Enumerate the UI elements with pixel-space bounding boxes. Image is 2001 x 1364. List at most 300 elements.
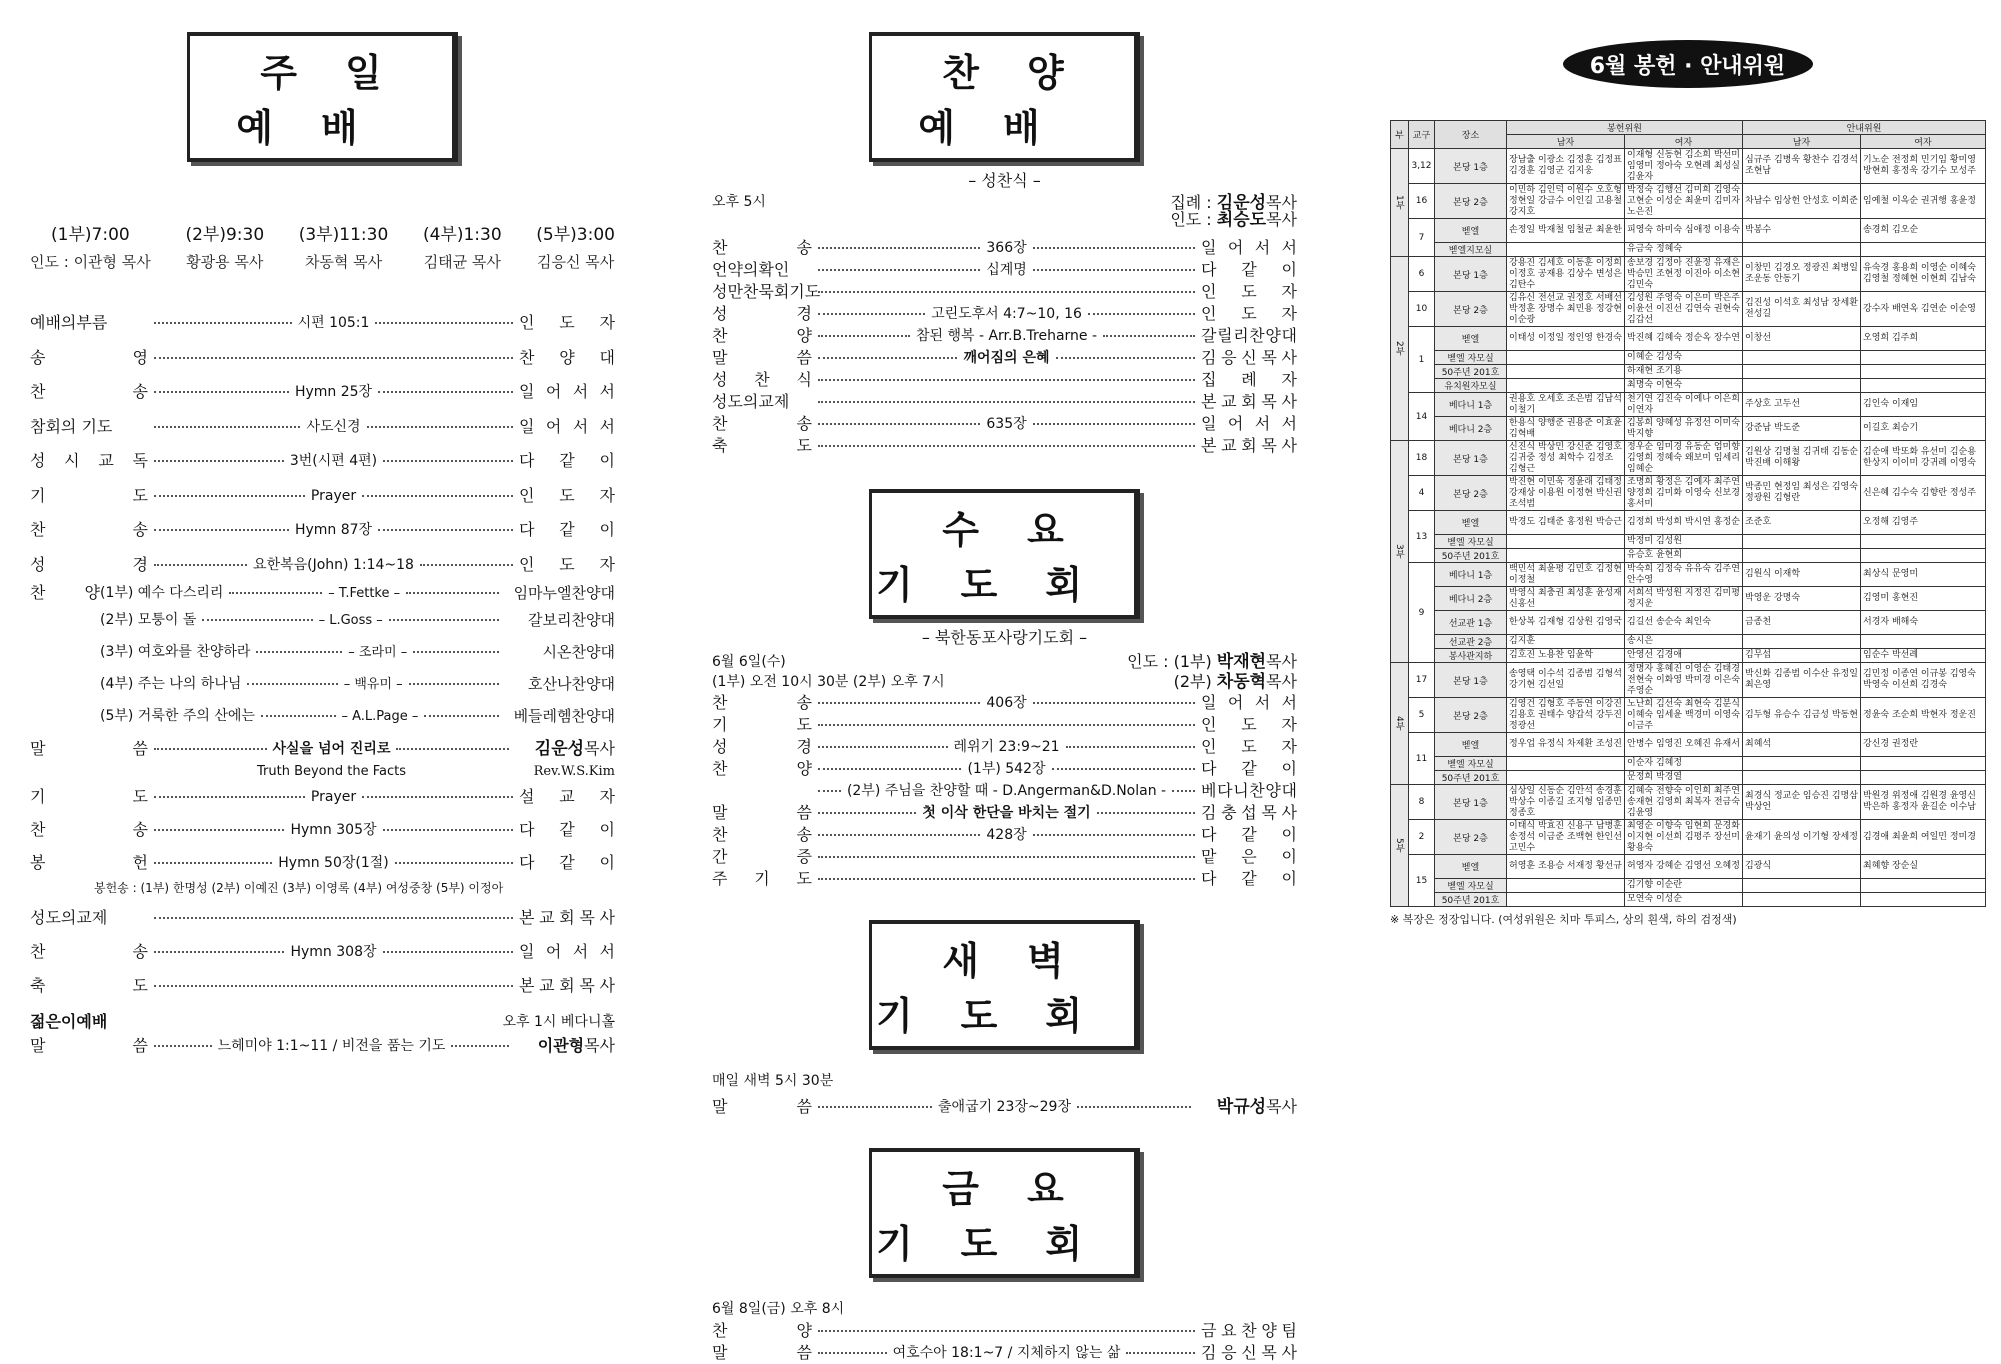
leader-role: 인도 : <box>1170 210 1217 229</box>
order-row <box>30 375 615 410</box>
dot-leader <box>247 683 337 685</box>
dot-leader <box>154 796 305 798</box>
roster-place: 벧엘 자모실 <box>1435 535 1507 549</box>
header-bongheon: 봉헌위원 <box>1507 121 1743 135</box>
anthem-choir: 시온찬양대 <box>542 642 615 661</box>
roster-bm: 정우업 유정식 차제환 조성진 <box>1507 733 1625 757</box>
roster-bf: 김기향 이순란 <box>1625 879 1743 893</box>
roster-gyogu: 1 <box>1409 327 1435 393</box>
roster-row <box>1391 417 1986 441</box>
order-row <box>712 259 1297 281</box>
order-person: 다 같 이 <box>519 451 615 471</box>
roster-am <box>1743 351 1861 365</box>
order-person: 인 도 자 <box>1201 304 1297 323</box>
roster-place: 베다니 2층 <box>1435 417 1507 441</box>
anthem-choir: 임마누엘찬양대 <box>513 583 615 602</box>
order-middle <box>812 417 1201 431</box>
roster-bm: 한상복 김재형 김상원 김영국 <box>1507 611 1625 635</box>
roster-place: 베다니 1층 <box>1435 393 1507 417</box>
dot-leader <box>818 445 1195 447</box>
wednesday-title: 수요기도회 <box>869 489 1140 619</box>
roster-bm: 백민석 최윤평 김민호 김정현 이정철 <box>1507 563 1625 587</box>
leader-role: 집례 : <box>1170 193 1217 212</box>
roster-am <box>1743 365 1861 379</box>
order-row <box>30 901 615 935</box>
order-label: 말 씀 <box>712 1343 812 1362</box>
order-label: 성도의교제 <box>712 392 790 411</box>
leader-name: 박재현 <box>1216 651 1267 672</box>
order-label: 예배의부름 <box>30 313 108 333</box>
dawn-time: 매일 새벽 5시 30분 <box>712 1073 834 1089</box>
roster-bf: 최명숙 이현숙 <box>1625 379 1743 393</box>
order-row <box>30 444 615 479</box>
youth-preacher <box>515 1038 615 1054</box>
roster-bm: 김호진 노용찬 임윤학 <box>1507 649 1625 663</box>
order-row <box>30 813 615 846</box>
service-preacher: 김태균 목사 <box>423 253 501 271</box>
leader-name: 차동혁 <box>1216 671 1267 692</box>
order-item: Hymn 50장(1절) <box>278 854 389 871</box>
roster-am <box>1743 893 1861 907</box>
roster-am: 박종민 현정임 최성은 김영숙 정광원 김형란 <box>1743 476 1861 511</box>
order-person: 일 어 서 서 <box>1201 238 1297 257</box>
order-row <box>712 758 1297 780</box>
anthem-row <box>30 582 615 604</box>
order-person: 금 요 찬 양 팀 <box>1201 1321 1297 1340</box>
anthem-title: (4부) 주는 나의 하나님 <box>100 676 242 692</box>
dot-leader <box>818 746 948 748</box>
roster-row <box>1391 757 1986 771</box>
roster-row <box>1391 879 1986 893</box>
roster-am <box>1743 757 1861 771</box>
leader-line <box>1173 671 1297 692</box>
roster-gyogu: 4 <box>1409 476 1435 511</box>
order-label: 기 도 <box>30 485 148 505</box>
order-label: 축 도 <box>712 436 812 455</box>
roster-af: 유숙경 홍용희 이영순 이혜숙 김영철 정혜현 이현희 김남숙 <box>1861 257 1986 292</box>
order-row <box>712 692 1297 714</box>
roster-bf: 하재현 조기용 <box>1625 365 1743 379</box>
roster-af: 김인숙 이재임 <box>1861 393 1986 417</box>
service-time-4 <box>423 220 502 272</box>
order-row <box>712 347 1297 369</box>
order-person: 김 충 섭 목 사 <box>1201 803 1297 822</box>
roster-place: 벧엘 자모실 <box>1435 351 1507 365</box>
roster-bf: 피영숙 하미숙 심애정 이용숙 <box>1625 219 1743 243</box>
roster-af: 오정해 김영주 <box>1861 511 1986 535</box>
order-item: 406장 <box>986 695 1027 711</box>
roster-gyogu: 15 <box>1409 855 1435 907</box>
friday-order <box>712 1298 1297 1364</box>
order-label: 찬 양 <box>712 326 812 345</box>
roster-am: 김원상 김명철 김귀태 김동순 박진배 이해왕 <box>1743 441 1861 476</box>
order-label: 찬 송 <box>712 414 812 433</box>
roster-bf: 서희석 박성원 지정진 김미평 정지운 <box>1625 587 1743 611</box>
order-label: 송 영 <box>30 347 148 367</box>
order-middle <box>148 558 519 572</box>
roster-row <box>1391 785 1986 820</box>
roster-am: 김진성 이석호 최성남 장세환 전성길 <box>1743 292 1861 327</box>
dot-leader <box>396 748 509 750</box>
anthem-composer: – A.L.Page – <box>341 708 419 724</box>
roster-am <box>1743 771 1861 785</box>
roster-row <box>1391 649 1986 663</box>
roster-bu: 3부 <box>1391 441 1409 663</box>
roster-row <box>1391 379 1986 393</box>
roster-row <box>1391 549 1986 563</box>
roster-place: 벧엘지모실 <box>1435 243 1507 257</box>
dot-leader <box>818 1330 1195 1332</box>
leader-name: 김운성 <box>1216 193 1267 213</box>
roster-af <box>1861 379 1986 393</box>
roster-bm: 허영훈 조용승 서재정 황선규 <box>1507 855 1625 879</box>
order-label: 찬 송 <box>30 520 148 540</box>
roster-place: 벧엘 자모실 <box>1435 757 1507 771</box>
roster-am: 금종천 <box>1743 611 1861 635</box>
leader-suffix: 목사 <box>1266 671 1297 691</box>
dot-leader <box>420 564 513 566</box>
order-person: 일 어 서 서 <box>1201 693 1297 712</box>
order-middle <box>812 1346 1201 1360</box>
service-times <box>30 220 615 272</box>
dawn-row <box>712 1096 1297 1118</box>
order-middle <box>812 379 1201 381</box>
wed-date: 6월 6일(수) <box>712 654 786 670</box>
order-middle <box>148 357 519 359</box>
roster-bf: 김정희 박성희 박시연 홍정순 <box>1625 511 1743 535</box>
dot-leader <box>378 529 513 531</box>
dot-leader <box>362 495 513 497</box>
anthem-title: (5부) 거룩한 주의 산에는 <box>100 708 255 724</box>
roster-am: 강준남 박도준 <box>1743 417 1861 441</box>
order-label: 찬 송 <box>30 819 148 839</box>
roster-row <box>1391 733 1986 757</box>
service-preacher: 차동혁 목사 <box>304 253 383 271</box>
order-row <box>712 846 1297 868</box>
order-item: 십계명 <box>986 262 1027 278</box>
roster-af <box>1861 535 1986 549</box>
order-middle <box>148 385 519 399</box>
roster-af <box>1861 893 1986 907</box>
roster-row <box>1391 149 1986 184</box>
dot-leader <box>154 829 284 831</box>
roster-af: 김영미 홍현진 <box>1861 587 1986 611</box>
order-person: 다 같 이 <box>1201 260 1297 279</box>
order-label: 말 씀 <box>712 1097 812 1116</box>
anthem-composer: – T.Fettke – <box>328 585 401 601</box>
order-row <box>30 780 615 813</box>
dot-leader <box>1097 812 1195 814</box>
roster-row <box>1391 184 1986 219</box>
roster-af <box>1861 351 1986 365</box>
roster-bm: 이태식 박효진 신용구 남병훈 송정석 이금준 조백현 한인선 고민수 <box>1507 820 1625 855</box>
roster-bf: 정우순 임미경 유동순 엄미향 김영희 정혜숙 왜보미 임세리 임혜순 <box>1625 441 1743 476</box>
roster-af: 기노순 전정희 민기임 황미영 방현희 홍정욱 강기수 모성주 <box>1861 149 1986 184</box>
dot-leader <box>1088 313 1195 315</box>
roster-title: 6월 봉헌 · 안내위원 <box>1563 40 1813 88</box>
offering-note: 봉헌송 : (1부) 한명성 (2부) 이예진 (3부) 이영록 (4부) 여성중창 (5부) 이정아 <box>94 881 504 895</box>
order-middle <box>100 586 505 600</box>
roster-af <box>1861 549 1986 563</box>
order-middle <box>148 420 519 434</box>
order-label: 참회의 기도 <box>30 416 113 436</box>
praise-leaders <box>1170 195 1297 229</box>
roster-am: 박봉수 <box>1743 219 1861 243</box>
roster-place: 벧엘 <box>1435 219 1507 243</box>
order-label: 봉 헌 <box>30 852 148 872</box>
roster-place: 본당 1층 <box>1435 663 1507 698</box>
roster-place: 50주년 201호 <box>1435 771 1507 785</box>
order-label: 언약의확인 <box>712 260 790 279</box>
sermon-title: 사실을 넘어 진리로 <box>272 741 391 757</box>
order-row <box>712 736 1297 758</box>
roster-gyogu: 7 <box>1409 219 1435 257</box>
order-item: 시편 105:1 <box>297 315 370 332</box>
dot-leader <box>154 426 300 428</box>
order-middle <box>812 856 1201 858</box>
order-person: 다 같 이 <box>1201 759 1297 778</box>
roster-bu: 2부 <box>1391 257 1409 441</box>
anthem-row <box>30 700 615 732</box>
roster-am: 김광식 <box>1743 855 1861 879</box>
leader-role: (2부) <box>1173 671 1217 691</box>
order-person: 본 교 회 목 사 <box>519 908 615 927</box>
roster-bm: 심상일 신동순 김안석 송경훈 박상수 이종길 조지형 임종민 정종호 <box>1507 785 1625 820</box>
order-person: 설 교 자 <box>519 786 615 806</box>
order-item: 참된 행복 - Arr.B.Treharne - <box>915 328 1098 344</box>
roster-bf: 정명자 홍혜진 이영순 김태경 전현숙 이화영 박미경 이은숙 주영순 <box>1625 663 1743 698</box>
roster-bf: 박숙희 김정숙 유유숙 김주연 안수영 <box>1625 563 1743 587</box>
roster-af: 최혜향 장순실 <box>1861 855 1986 879</box>
header-bu: 부 <box>1391 121 1409 149</box>
header-gyogu: 교구 <box>1409 121 1435 149</box>
order-row <box>712 237 1297 259</box>
order-person: 김 응 신 목 사 <box>1201 348 1297 367</box>
roster-bu: 4부 <box>1391 663 1409 785</box>
dot-leader <box>383 829 513 831</box>
dot-leader <box>1066 746 1196 748</box>
youth-sermon-row <box>30 1035 615 1057</box>
order-label: 말 씀 <box>30 1036 148 1055</box>
order-person: 인 도 자 <box>1201 282 1297 301</box>
order-item: 3번(시편 4편) <box>289 453 378 470</box>
order-middle <box>812 784 1201 798</box>
roster-place: 50주년 201호 <box>1435 365 1507 379</box>
order-middle <box>812 263 1201 277</box>
roster-bm <box>1507 879 1625 893</box>
roster-row <box>1391 511 1986 535</box>
sunday-title: 주일예배 <box>187 32 458 162</box>
order-item: 428장 <box>986 827 1027 843</box>
roster-am <box>1743 535 1861 549</box>
roster-bm: 손정일 박재철 임철균 최윤한 <box>1507 219 1625 243</box>
roster-am <box>1743 549 1861 563</box>
youth-time: 오후 1시 베다니홀 <box>502 1014 615 1030</box>
roster-bm: 김유신 전선교 권정호 서배선 박정훈 장명수 최민용 정강현 이순광 <box>1507 292 1625 327</box>
anthem-composer: – 조라미 – <box>348 644 408 660</box>
order-label: 찬 송 <box>712 825 812 844</box>
order-middle <box>148 523 519 537</box>
roster-af: 오영희 김주희 <box>1861 327 1986 351</box>
roster-row <box>1391 351 1986 365</box>
order-row <box>712 391 1297 413</box>
order-row <box>712 714 1297 736</box>
order-row <box>712 780 1297 802</box>
roster-bf: 안영선 김경애 <box>1625 649 1743 663</box>
roster-bf: 송보경 김정아 진윤정 유재은 박승민 조현정 이진아 이소현 김민숙 <box>1625 257 1743 292</box>
roster-place: 본당 2층 <box>1435 184 1507 219</box>
roster-bf: 박정미 김성원 <box>1625 535 1743 549</box>
roster-place: 유치원자모실 <box>1435 379 1507 393</box>
roster-place: 본당 1층 <box>1435 785 1507 820</box>
order-row <box>30 513 615 548</box>
dawn-preacher <box>1197 1096 1297 1117</box>
roster-row <box>1391 563 1986 587</box>
order-item: 요한복음(John) 1:14~18 <box>253 556 414 573</box>
order-item: 깨어짐의 은혜 <box>963 350 1050 366</box>
roster-gyogu: 18 <box>1409 441 1435 476</box>
order-row <box>712 824 1297 846</box>
sunday-worship-column <box>30 0 615 1057</box>
roster-row <box>1391 535 1986 549</box>
roster-af <box>1861 635 1986 649</box>
header-female: 여자 <box>1625 135 1743 149</box>
dot-leader <box>424 715 499 717</box>
dot-leader <box>229 592 322 594</box>
roster-bm: 권용호 오세호 조은범 김남석 이철기 <box>1507 393 1625 417</box>
roster-gyogu: 2 <box>1409 820 1435 855</box>
roster-bm: 강용진 김세호 이동훈 이정희 이정호 공재용 김상수 변성은 김탄수 <box>1507 257 1625 292</box>
order-label: 기 도 <box>30 786 148 806</box>
dot-leader <box>818 702 980 704</box>
roster-bf: 조명희 황정은 김예자 최주연 양정희 김미화 이영숙 신보경 홍서미 <box>1625 476 1743 511</box>
dot-leader <box>256 651 342 653</box>
order-middle <box>812 445 1201 447</box>
order-middle <box>148 790 519 804</box>
order-middle <box>812 724 1201 726</box>
order-person: 다 같 이 <box>1201 825 1297 844</box>
dot-leader <box>818 291 1195 293</box>
order-person: 일 어 서 서 <box>519 416 615 436</box>
roster-af: 신은혜 김수숙 김향란 정성주 <box>1861 476 1986 511</box>
praise-order <box>712 195 1297 457</box>
roster-bm <box>1507 243 1625 257</box>
roster-bf: 모연숙 이성순 <box>1625 893 1743 907</box>
order-label: 주 기 도 <box>712 869 812 888</box>
roster-bm <box>1507 549 1625 563</box>
order-person: 인 도 자 <box>519 313 615 333</box>
roster-row <box>1391 219 1986 243</box>
dot-leader <box>818 768 961 770</box>
roster-place: 베다니 1층 <box>1435 563 1507 587</box>
order-middle <box>812 1100 1197 1114</box>
dawn-title: 새벽기도회 <box>869 920 1140 1050</box>
order-item: 여호수아 18:1~7 / 지체하지 않는 삶 <box>892 1345 1121 1361</box>
weekday-services-column <box>712 0 1297 1364</box>
order-item: Hymn 305장 <box>290 821 377 838</box>
order-person: 다 같 이 <box>519 852 615 872</box>
order-label: 찬 송 <box>30 382 148 402</box>
leader-suffix: 목사 <box>1266 210 1297 229</box>
roster-row <box>1391 820 1986 855</box>
order-person: 김 응 신 목 사 <box>1201 1343 1297 1362</box>
order-item: 366장 <box>986 240 1027 256</box>
roster-am: 이창민 김경오 정광진 최병일 조운동 안동기 <box>1743 257 1861 292</box>
praise-heading <box>712 32 1297 162</box>
dot-leader <box>818 790 841 792</box>
roster-bf: 안병수 임영진 오혜진 유재서 <box>1625 733 1743 757</box>
roster-gyogu: 6 <box>1409 257 1435 292</box>
dot-leader <box>1033 247 1195 249</box>
order-person: 본 교 회 목 사 <box>1201 436 1297 455</box>
dot-leader <box>818 269 980 271</box>
dot-leader <box>406 592 499 594</box>
order-middle <box>148 316 519 330</box>
roster-bm <box>1507 365 1625 379</box>
dot-leader <box>389 619 499 621</box>
order-middle <box>148 742 515 756</box>
roster-row <box>1391 393 1986 417</box>
roster-place: 본당 1층 <box>1435 441 1507 476</box>
order-middle <box>148 489 519 503</box>
header-male: 남자 <box>1743 135 1861 149</box>
roster-row <box>1391 365 1986 379</box>
roster-place: 50주년 201호 <box>1435 893 1507 907</box>
order-item: Prayer <box>310 788 357 805</box>
order-middle <box>148 856 519 870</box>
roster-gyogu: 3,12 <box>1409 149 1435 184</box>
friday-heading <box>712 1148 1297 1278</box>
roster-place: 베다니 2층 <box>1435 587 1507 611</box>
roster-place: 본당 2층 <box>1435 698 1507 733</box>
preacher-english: Rev.W.S.Kim <box>533 763 615 779</box>
youth-text: 느헤미야 1:1~11 / 비전을 품는 기도 <box>217 1038 446 1054</box>
wed-time-row <box>712 672 1297 692</box>
roster-bf: 김혜숙 전향숙 이인희 최주연 송재현 김영희 최복자 전금숙 김윤영 <box>1625 785 1743 820</box>
order-person: 베 다 니 찬 양 대 <box>1201 781 1297 800</box>
preacher-role: 목사 <box>1266 1096 1297 1116</box>
dot-leader <box>154 357 513 359</box>
roster-af: 서경자 배해숙 <box>1861 611 1986 635</box>
roster-am: 조준호 <box>1743 511 1861 535</box>
dot-leader <box>1126 1352 1195 1354</box>
order-person: 맡 은 이 <box>1201 847 1297 866</box>
roster-am: 최혜석 <box>1743 733 1861 757</box>
roster-af <box>1861 243 1986 257</box>
preacher-role: 목사 <box>584 738 615 758</box>
youth-title: 젊은이예배 <box>30 1012 108 1031</box>
order-row <box>712 303 1297 325</box>
order-person: 인 도 자 <box>1201 715 1297 734</box>
order-person: 집 례 자 <box>1201 370 1297 389</box>
order-middle <box>148 454 519 468</box>
roster-place: 벧엘 <box>1435 327 1507 351</box>
preacher-role: 목사 <box>584 1036 615 1055</box>
preacher-name: 이관형 <box>537 1036 585 1055</box>
header-female: 여자 <box>1861 135 1986 149</box>
dot-leader <box>154 495 305 497</box>
service-time: (4부)1:30 <box>422 225 502 245</box>
dot-leader <box>1033 834 1195 836</box>
sermon-row <box>30 736 615 762</box>
roster-row <box>1391 771 1986 785</box>
order-middle <box>148 823 519 837</box>
roster-bm <box>1507 379 1625 393</box>
wed-time: (1부) 오전 10시 30분 (2부) 오후 7시 <box>712 674 945 690</box>
order-item: Hymn 25장 <box>294 384 373 401</box>
leader-line <box>1170 212 1297 229</box>
order-row <box>30 306 615 341</box>
